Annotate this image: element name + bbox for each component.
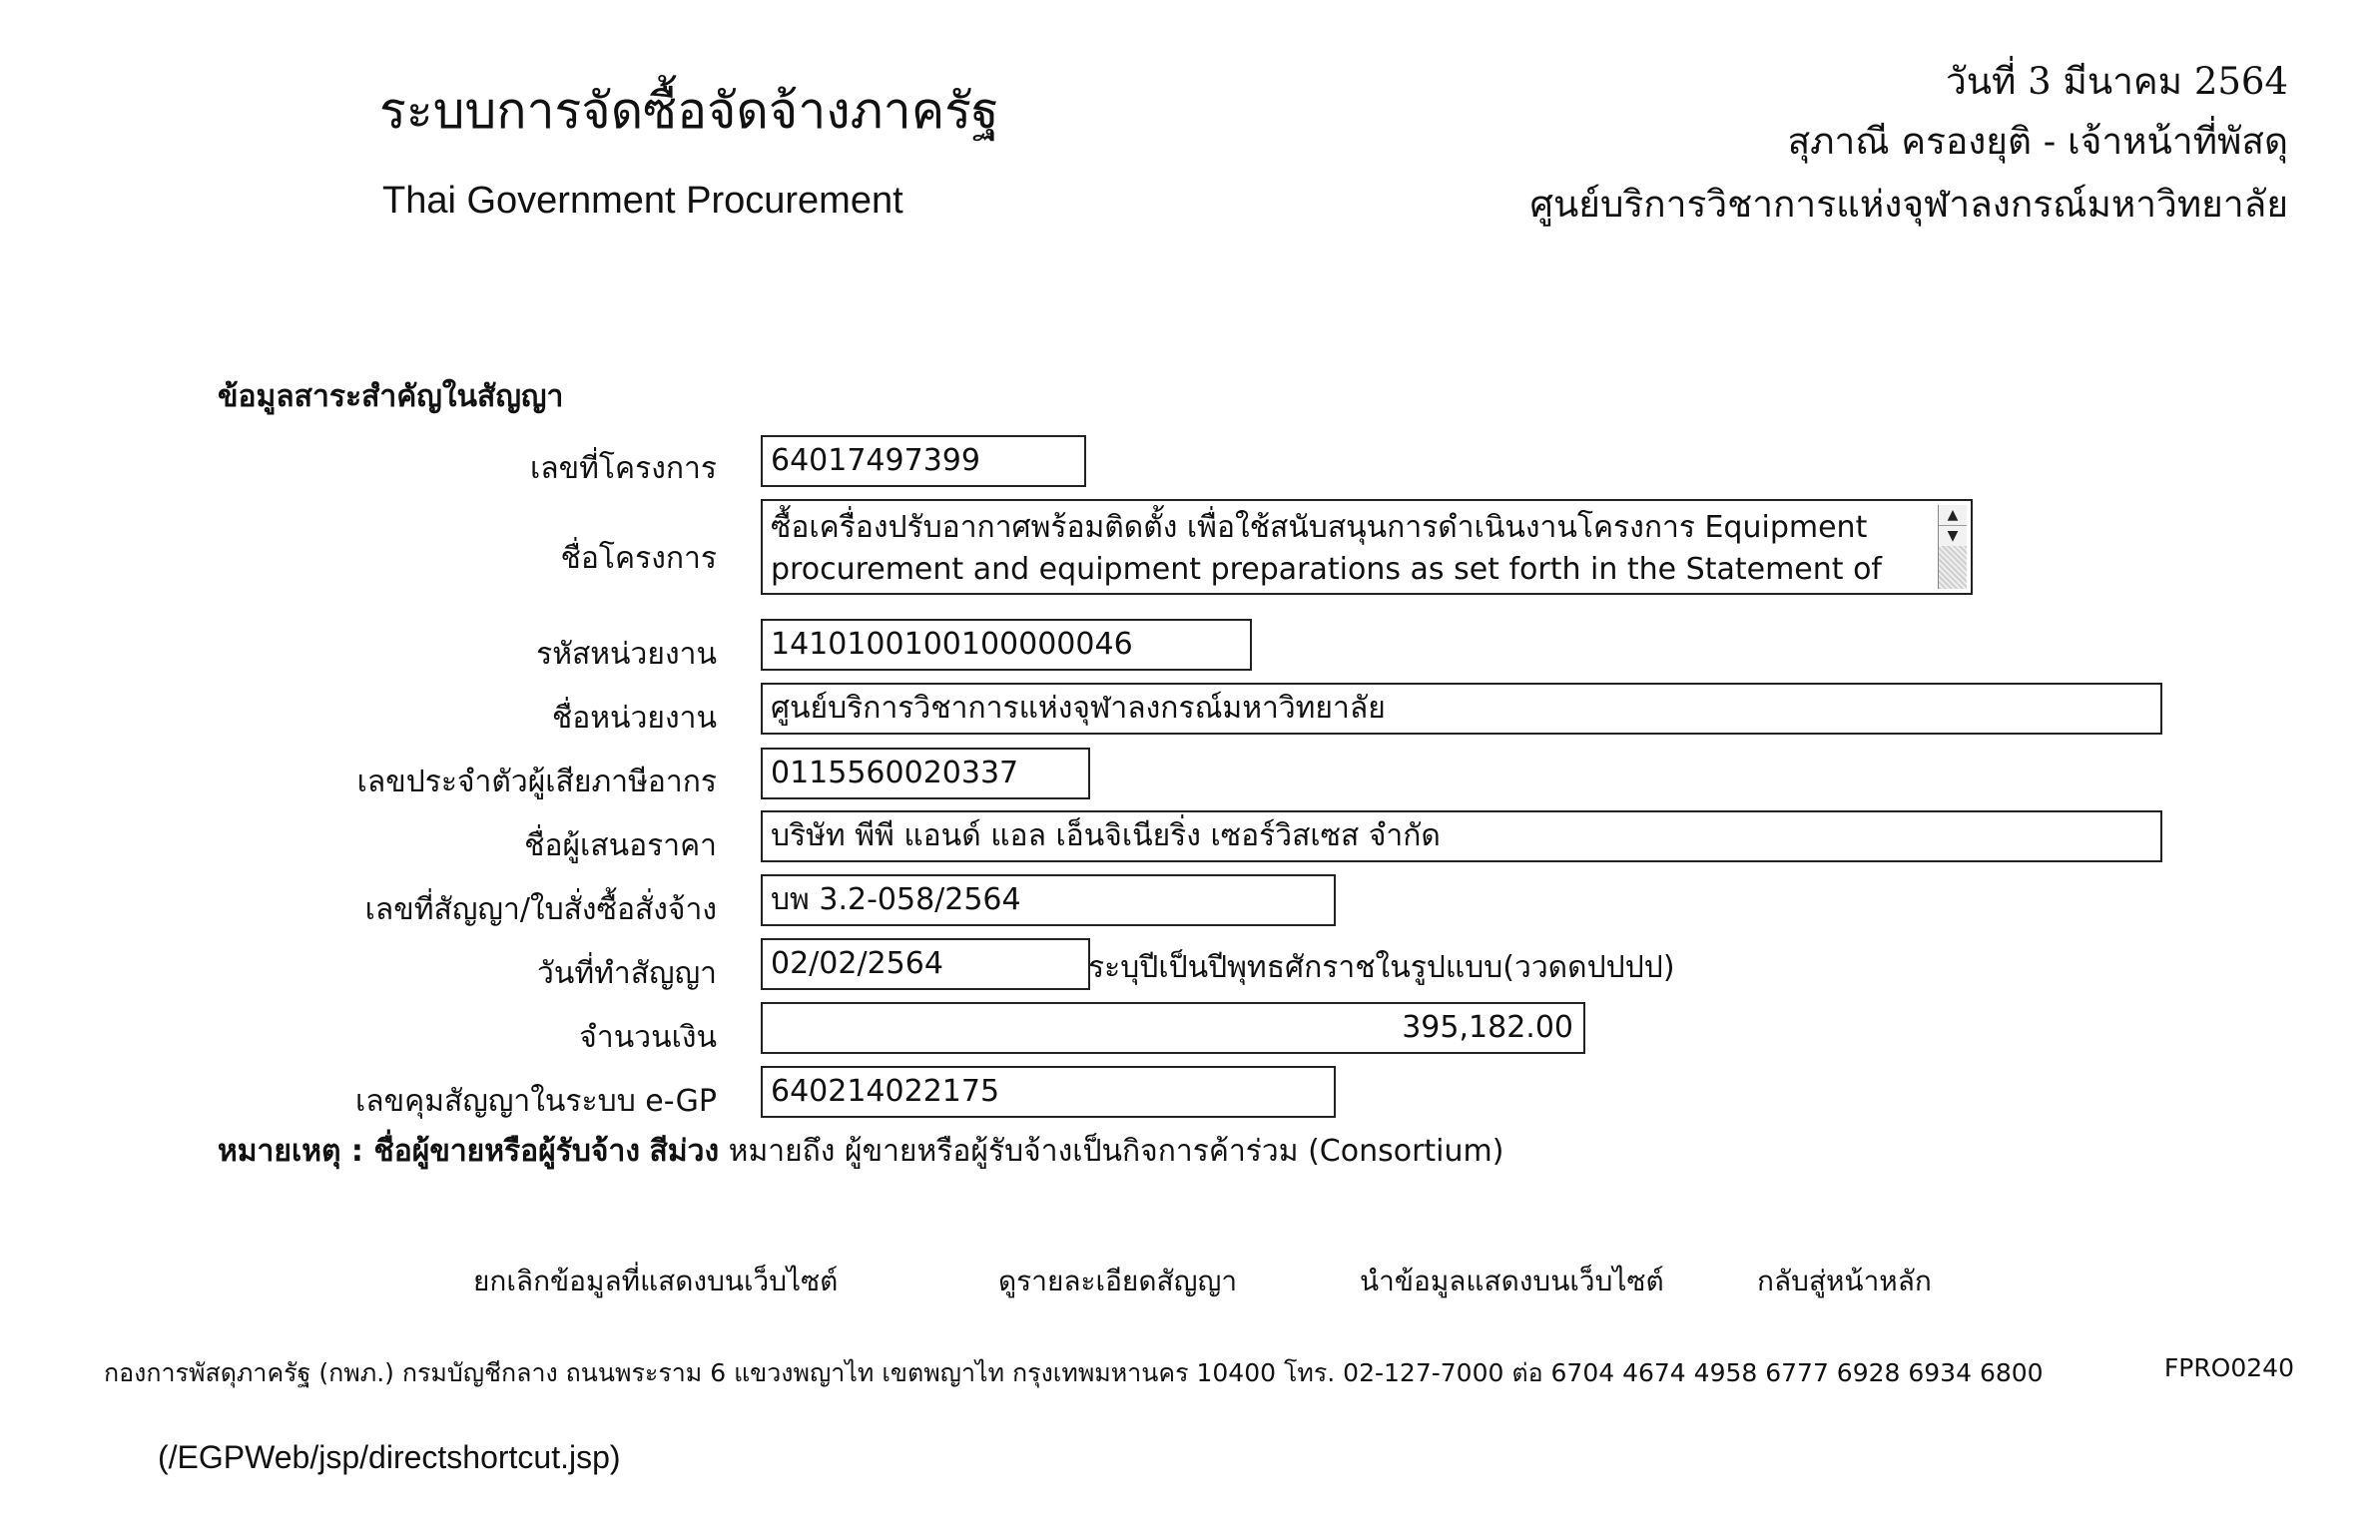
tax-id-field[interactable]: 0115560020337 (761, 748, 1090, 799)
egp-control-no-label: เลขคุมสัญญาในระบบ e-GP (355, 1084, 717, 1119)
project-no-field[interactable]: 64017497399 (761, 435, 1086, 487)
scroll-up-icon[interactable]: ▲ (1939, 505, 1967, 525)
note-highlight: สีม่วง (649, 1134, 720, 1169)
contract-date-hint: ระบุปีเป็นปีพุทธศักราชในรูปแบบ(ววดดปปปป) (1088, 950, 1675, 985)
header-organization: ศูนย์บริการวิชาการแห่งจุฬาลงกรณ์มหาวิทยาลัย (1529, 183, 2288, 226)
bidder-name-label: ชื่อผู้เสนอราคา (524, 828, 717, 863)
agency-code-label: รหัสหน่วยงาน (536, 637, 717, 672)
note-suffix: หมายถึง ผู้ขายหรือผู้รับจ้างเป็นกิจการค้าร่วม (Consortium) (728, 1134, 1504, 1169)
contract-no-field[interactable]: บพ 3.2-058/2564 (761, 874, 1336, 926)
agency-code-field[interactable]: 1410100100100000046 (761, 619, 1252, 671)
section-title: ข้อมูลสาระสำคัญในสัญญา (218, 379, 564, 414)
project-name-textarea[interactable] (761, 499, 1973, 595)
amount-label: จำนวนเงิน (579, 1020, 717, 1055)
header-user: สุภาณี ครองยุติ - เจ้าหน้าที่พัสดุ (1787, 120, 2288, 163)
note-prefix: หมายเหตุ : ชื่อผู้ขายหรือผู้รับจ้าง (218, 1134, 640, 1169)
consortium-note (218, 1128, 1503, 1175)
view-contract-link[interactable]: ดูรายละเอียดสัญญา (998, 1265, 1238, 1297)
home-link[interactable]: กลับสู่หน้าหลัก (1757, 1265, 1932, 1297)
scroll-down-icon[interactable]: ▼ (1939, 525, 1967, 546)
tax-id-label: เลขประจำตัวผู้เสียภาษีอากร (356, 765, 717, 799)
contract-no-label: เลขที่สัญญา/ใบสั่งซื้อสั่งจ้าง (364, 892, 717, 927)
contract-date-label: วันที่ทำสัญญา (536, 956, 717, 991)
amount-field[interactable]: 395,182.00 (761, 1002, 1585, 1054)
project-no-label: เลขที่โครงการ (530, 451, 717, 486)
header-date: วันที่ 3 มีนาคม 2564 (1945, 60, 2288, 103)
bidder-name-field[interactable]: บริษัท พีพี แอนด์ แอล เอ็นจิเนียริ่ง เซอร์วิสเซส จำกัด (761, 810, 2162, 862)
footer-page-code: FPRO0240 (2163, 1353, 2294, 1382)
url-path: (/EGPWeb/jsp/directshortcut.jsp) (158, 1439, 621, 1475)
agency-name-field[interactable]: ศูนย์บริการวิชาการแห่งจุฬาลงกรณ์มหาวิทยาลัย (761, 683, 2162, 735)
cancel-display-link[interactable]: ยกเลิกข้อมูลที่แสดงบนเว็บไซต์ (473, 1265, 839, 1297)
publish-link[interactable]: นำข้อมูลแสดงบนเว็บไซต์ (1360, 1265, 1664, 1297)
egp-control-no-field[interactable]: 640214022175 (761, 1066, 1336, 1118)
system-title-en: Thai Government Procurement (382, 180, 903, 222)
project-name-scrollbar[interactable] (1938, 505, 1967, 589)
project-name-text: ซื้อเครื่องปรับอากาศพร้อมติดตั้ง เพื่อใช้สนับสนุนการดำเนินงานโครงการ Equipment procurement and equipment preparations as set forth in the Statement of (771, 510, 1882, 587)
system-title-th: ระบบการจัดซื้อจัดจ้างภาครัฐ (379, 82, 999, 140)
project-name-label: ชื่อโครงการ (560, 541, 717, 576)
agency-name-label: ชื่อหน่วยงาน (551, 701, 717, 736)
footer-address: กองการพัสดุภาครัฐ (กพภ.) กรมบัญชีกลาง ถนนพระราม 6 แขวงพญาไท เขตพญาไท กรุงเทพมหานคร 10400 โทร. 02-127-7000 ต่อ 6704 4674 4958 6777 6928 6934 6800 (104, 1358, 2044, 1387)
contract-date-field[interactable]: 02/02/2564 (761, 938, 1090, 990)
